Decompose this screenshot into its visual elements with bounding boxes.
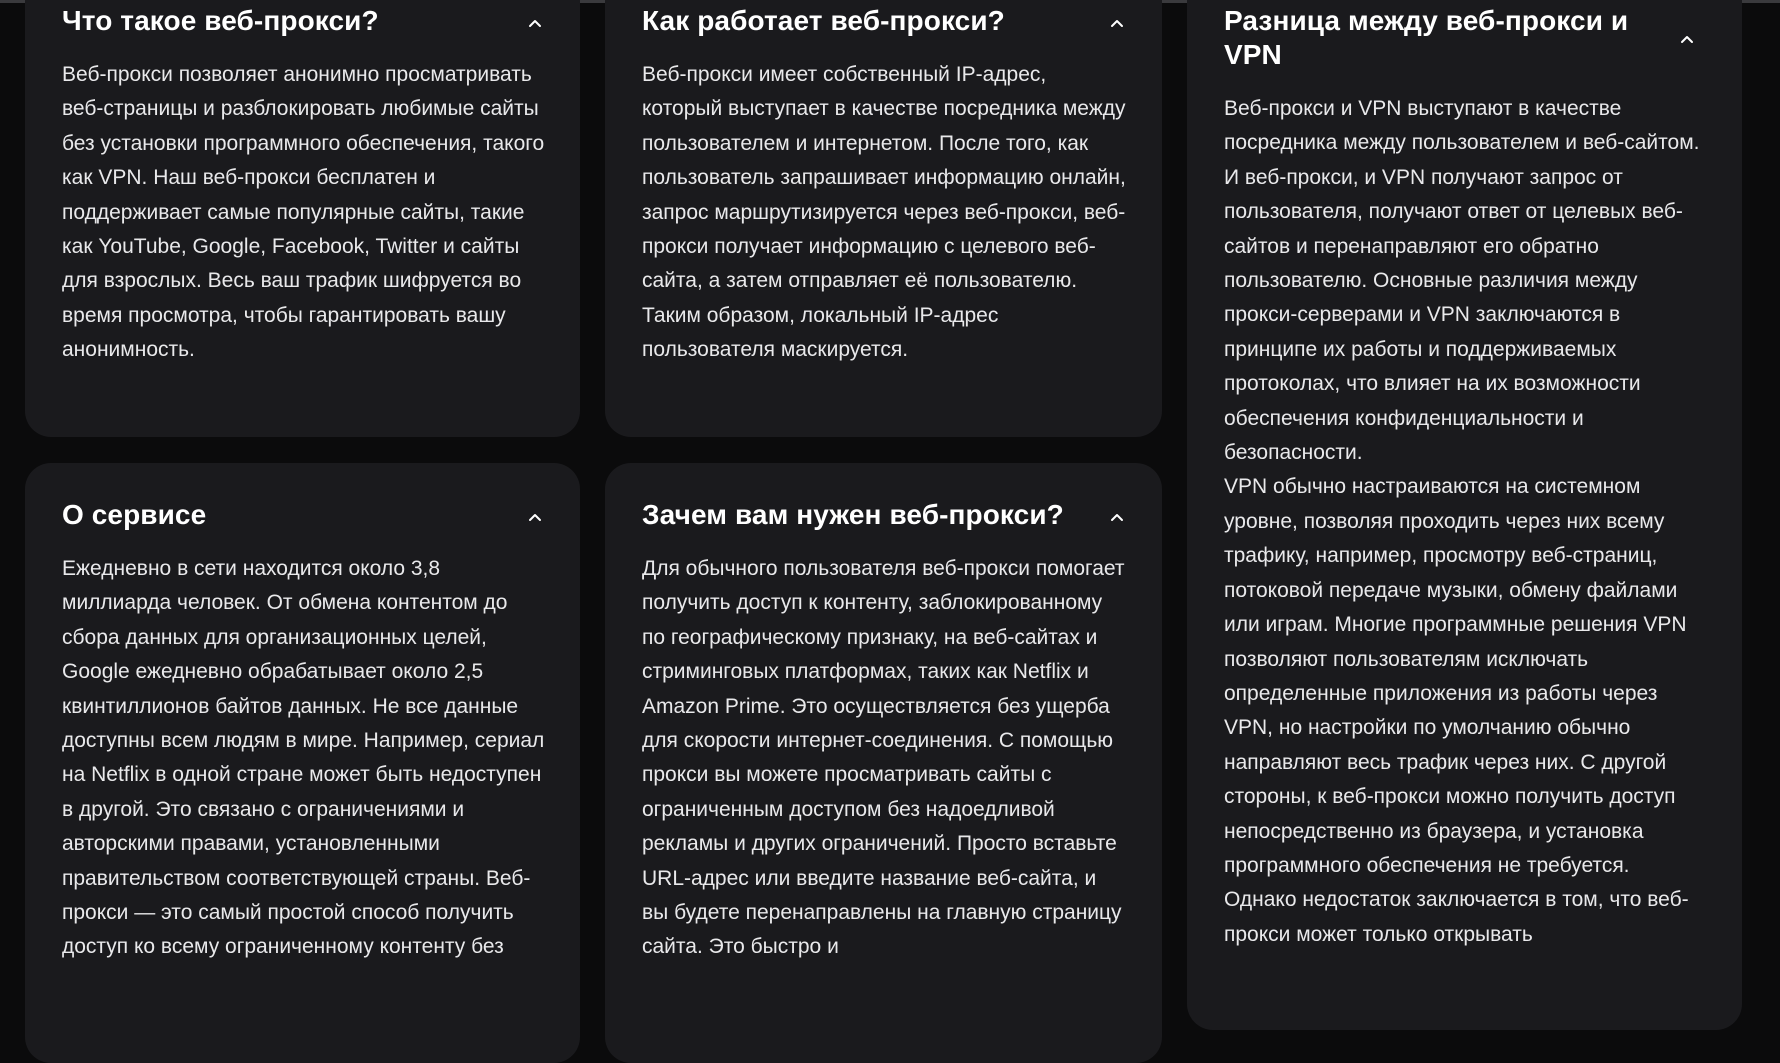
faq-card-body: [642, 58, 1128, 368]
faq-card-title: Зачем вам нужен веб-прокси?: [642, 499, 1064, 530]
faq-paragraph: VPN обычно настраиваются на системном уровне, позволяя проходить через них всему трафику, например, просмотру веб-страниц, потоковой передаче музыки, обмену файлами или играм. Многие программные решения VPN позволяют пользователям исключать определенные приложения из работы через VPN, но настройки по умолчанию обычно направляют весь трафик через них. С другой: [1224, 475, 1687, 774]
faq-paragraph: Веб-прокси и VPN выступают в качестве посредника между пользователем и веб-сайтом. И веб-прокси, и VPN получают запрос от пользователя, получают ответ от целевых веб-сайтов и перенаправляют его обратно пользователю. Основные различия между прокси-серверами и VPN заключаются в принципе их работы и поддерживаемых протоколах, что влияет на их возможности обеспечения конфиденциальности и безопасности.: [1224, 97, 1700, 465]
faq-card-header[interactable]: [1224, 4, 1698, 72]
faq-paragraph: стороны, к веб-прокси можно получить доступ непосредственно из браузера, и установка программного обеспечения не требуется. Однако недостаток заключается в том, что веб-прокси может только открывать: [1224, 785, 1689, 946]
chevron-up-icon[interactable]: [1106, 12, 1128, 34]
faq-card-body: [1224, 92, 1704, 952]
faq-paragraph: Веб-прокси позволяет анонимно просматривать веб-страницы и разблокировать любимые сайты без установки программного обеспечения, такого как VPN. Наш веб-прокси бесплатен и поддерживает самые популярные сайты, такие как YouTube, Google, Facebook, Twitter и сайты для взрослых. Весь ваш трафик шифруется во время просмотра, чтобы гарантировать вашу анонимность.: [62, 63, 545, 362]
faq-card-body: [642, 552, 1128, 965]
faq-card-how-proxy-works: [605, 0, 1162, 437]
faq-card-body: [62, 58, 546, 368]
chevron-up-icon[interactable]: [1676, 28, 1698, 50]
faq-card-title: Как работает веб-прокси?: [642, 5, 1005, 36]
faq-card-header[interactable]: [642, 4, 1128, 38]
chevron-up-icon[interactable]: [1106, 506, 1128, 528]
chevron-up-icon[interactable]: [524, 506, 546, 528]
faq-card-what-is-proxy: [25, 0, 580, 437]
faq-card-header[interactable]: [642, 498, 1128, 532]
faq-card-title: Разница между веб-прокси и VPN: [1224, 5, 1629, 70]
chevron-up-icon[interactable]: [524, 12, 546, 34]
faq-card-why-need-proxy: [605, 463, 1162, 1063]
faq-card-title: Что такое веб-прокси?: [62, 5, 379, 36]
faq-card-body: [62, 552, 546, 965]
faq-paragraph: Веб-прокси имеет собственный IP-адрес, который выступает в качестве посредника между пользователем и интернетом. После того, как пользователь запрашивает информацию онлайн, запрос маршрутизируется через веб-прокси, веб-прокси получает информацию с целевого веб-сайта, а затем отправляет её пользователю. Таким образом, локальный IP-адрес пользователя маскируется.: [642, 63, 1126, 362]
faq-paragraph: Для обычного пользователя веб-прокси помогает получить доступ к контенту, заблокированному по географическому признаку, на веб-сайтах и стриминговых платформах, таких как Netflix и Amazon Prime. Это осуществляется без ущерба для скорости интернет-соединения. С помощью прокси вы можете просматривать сайты с ограниченным доступом без надоедливой рекламы и других ограничений. Просто вставьте URL-адрес или введите название веб-сайта, и вы будете перенаправлены на главную страницу сайта. Это быстро и: [642, 557, 1125, 959]
faq-card-title: О сервисе: [62, 499, 207, 530]
faq-paragraph: Ежедневно в сети находится около 3,8 миллиарда человек. От обмена контентом до сбора данных для организационных целей, Google ежедневно обрабатывает около 2,5 квинтиллионов байтов данных. Не все данные доступны всем людям в мире. Например, сериал на Netflix в одной стране может быть недоступен в другой. Это связано с ограничениями и авторскими правами, установленными правительством соответствующей страны. Веб-прокси — это самый простой способ получить доступ ко всему ограниченному контенту без: [62, 557, 545, 959]
faq-card-header[interactable]: [62, 498, 546, 532]
faq-card-proxy-vs-vpn: [1187, 0, 1742, 1030]
faq-card-header[interactable]: [62, 4, 546, 38]
faq-card-about-service: [25, 463, 580, 1063]
